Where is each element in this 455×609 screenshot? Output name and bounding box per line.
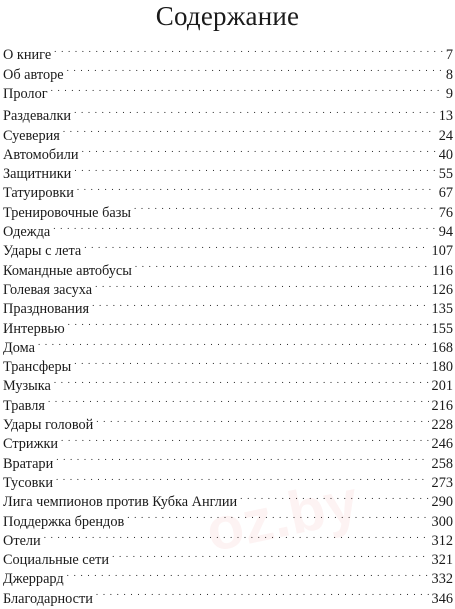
toc-entry-page: 107 xyxy=(431,243,453,260)
dot-leader xyxy=(112,545,428,564)
toc-entry-page: 116 xyxy=(432,262,453,279)
toc-entry[interactable] xyxy=(3,217,453,241)
toc-entry[interactable] xyxy=(3,59,453,83)
toc-entry-label: Татуировки xyxy=(3,185,74,202)
dot-leader xyxy=(74,159,435,178)
toc-entry-page: 228 xyxy=(431,417,453,434)
toc-entry-label: Празднования xyxy=(3,301,90,318)
toc-entry-page: 321 xyxy=(431,552,453,569)
dot-leader xyxy=(135,255,429,274)
dot-leader xyxy=(56,448,428,467)
toc-entry-page: 155 xyxy=(431,320,453,337)
toc-entry[interactable] xyxy=(3,101,453,125)
dot-leader xyxy=(95,275,428,294)
toc-entry-page: 168 xyxy=(431,339,453,356)
toc-entry-page: 94 xyxy=(438,224,453,241)
toc-entry-label: Одежда xyxy=(3,224,51,241)
dot-leader xyxy=(54,40,443,59)
toc-entry[interactable] xyxy=(3,429,453,453)
toc-entry[interactable] xyxy=(3,140,453,163)
toc-entry-page: 24 xyxy=(438,127,453,144)
toc-entry-page: 290 xyxy=(431,494,453,511)
dot-leader xyxy=(84,236,428,255)
toc-entry-page: 312 xyxy=(431,532,453,549)
dot-leader xyxy=(38,333,429,352)
toc-entry[interactable] xyxy=(3,487,453,511)
toc-entry-label: О книге xyxy=(3,47,52,64)
toc-entry-page: 126 xyxy=(431,281,453,298)
toc-entry[interactable] xyxy=(3,313,453,337)
toc-entry-label: Раздевалки xyxy=(3,108,72,125)
dot-leader xyxy=(61,429,429,448)
toc-entry-page: 201 xyxy=(431,378,453,395)
toc-entry[interactable] xyxy=(3,564,453,588)
toc-entry-label: Травля xyxy=(3,397,45,414)
toc-entry-page: 332 xyxy=(431,571,453,588)
dot-leader xyxy=(134,197,436,216)
page-title: Содержание xyxy=(155,1,300,31)
toc-entry-label: Трансферы xyxy=(3,359,72,376)
toc-entry-label: Командные автобусы xyxy=(3,262,132,279)
dot-leader xyxy=(51,79,443,98)
toc-entry-label: Интервью xyxy=(3,320,65,337)
dot-leader xyxy=(74,352,428,371)
toc-entry-label: Стрижки xyxy=(3,436,59,453)
toc-entry-label: Голевая засуха xyxy=(3,281,93,298)
toc-entry-page: 258 xyxy=(431,455,453,472)
toc-entry-page: 135 xyxy=(431,301,453,318)
toc-entry-page: 246 xyxy=(431,436,453,453)
front-matter-list xyxy=(3,40,453,102)
dot-leader xyxy=(77,178,436,197)
toc-entry-label: Тусовки xyxy=(3,474,54,491)
toc-entry[interactable] xyxy=(3,410,453,434)
chapter-list xyxy=(3,101,453,607)
dot-leader xyxy=(68,313,429,332)
dot-leader xyxy=(56,468,429,487)
toc-entry[interactable] xyxy=(3,40,453,64)
toc-entry-label: Суеверия xyxy=(3,127,60,144)
toc-entry-label: Вратари xyxy=(3,455,54,472)
toc-entry-page: 40 xyxy=(438,146,453,163)
dot-leader xyxy=(82,140,436,159)
dot-leader xyxy=(96,410,428,429)
dot-leader xyxy=(54,371,429,390)
toc-entry-page: 55 xyxy=(438,166,453,183)
toc-entry[interactable] xyxy=(3,526,453,549)
toc-entry[interactable] xyxy=(3,448,453,472)
toc-entry[interactable] xyxy=(3,120,453,144)
toc-entry-label: Удары с лета xyxy=(3,243,82,260)
toc-entry[interactable] xyxy=(3,390,453,414)
toc-entry-label: Дома xyxy=(3,339,35,356)
toc-entry-label: Об авторе xyxy=(3,66,64,83)
toc-entry-page: 180 xyxy=(431,359,453,376)
dot-leader xyxy=(67,564,429,583)
toc-entry-page: 76 xyxy=(438,204,453,221)
toc-entry-page: 8 xyxy=(445,66,453,83)
dot-leader xyxy=(74,101,436,120)
toc-entry-label: Благодарности xyxy=(3,590,93,607)
dot-leader xyxy=(127,506,428,525)
dot-leader xyxy=(92,294,428,313)
dot-leader xyxy=(53,217,435,236)
dot-leader xyxy=(63,120,436,139)
toc-entry-label: Автомобили xyxy=(3,146,79,163)
toc-entry[interactable] xyxy=(3,545,453,569)
dot-leader xyxy=(44,526,429,545)
toc-entry-page: 7 xyxy=(445,47,453,64)
toc-entry-page: 9 xyxy=(445,85,453,102)
toc-entry-label: Тренировочные базы xyxy=(3,204,131,221)
toc-entry-page: 216 xyxy=(431,397,453,414)
toc-entry-label: Удары головой xyxy=(3,417,94,434)
toc-entry[interactable] xyxy=(3,352,453,376)
toc-entry-page: 346 xyxy=(431,590,453,607)
toc-entry[interactable] xyxy=(3,333,453,356)
toc-entry-page: 273 xyxy=(431,474,453,491)
dot-leader xyxy=(240,487,428,506)
dot-leader xyxy=(48,390,429,409)
watermark: oz.by xyxy=(200,467,365,565)
toc-entry-page: 300 xyxy=(431,513,453,530)
toc-entry-label: Отели xyxy=(3,532,41,549)
toc-entry-label: Поддержка брендов xyxy=(3,513,125,530)
dot-leader xyxy=(67,59,443,78)
toc-entry-label: Социальные сети xyxy=(3,552,110,569)
toc-entry-label: Пролог xyxy=(3,85,48,102)
toc-entry[interactable] xyxy=(3,371,453,395)
toc-entry-label: Джеррард xyxy=(3,571,64,588)
toc-entry[interactable] xyxy=(3,468,453,491)
toc-entry-label: Лига чемпионов против Кубка Англии xyxy=(3,494,238,511)
toc-entry[interactable] xyxy=(3,236,453,260)
toc-entry-label: Музыка xyxy=(3,378,51,395)
toc-entry-page: 67 xyxy=(438,185,453,202)
toc-entry-label: Защитники xyxy=(3,166,72,183)
toc-entry-page: 13 xyxy=(438,108,453,125)
toc-entry[interactable] xyxy=(3,79,453,102)
